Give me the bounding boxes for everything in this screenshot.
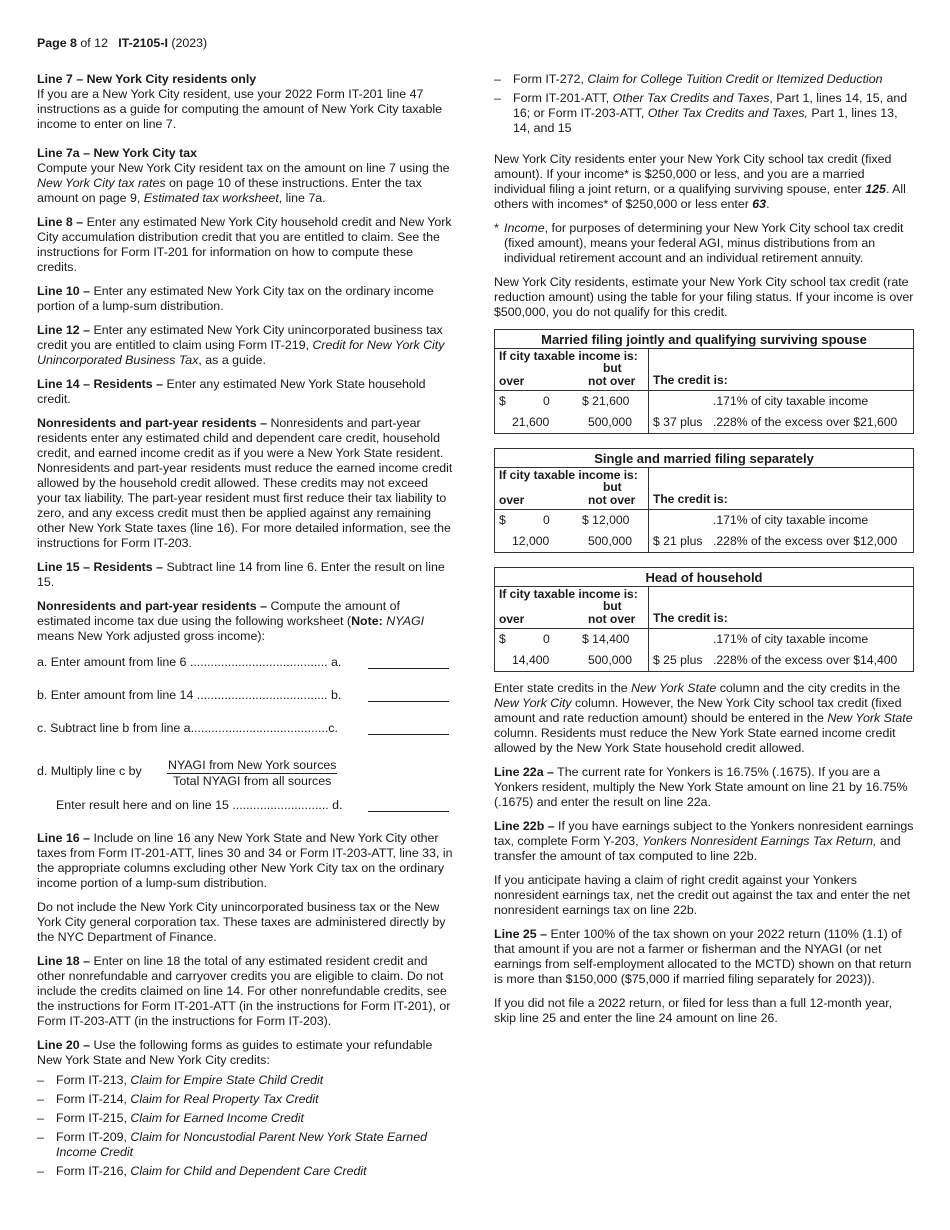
line10-section xyxy=(37,284,455,314)
line7a-italic: Estimated tax worksheet xyxy=(143,191,279,205)
line8-label: Line 8 – xyxy=(37,215,84,229)
footnote-body: , for purposes of determining your New York City school tax credit (fixed amount), means your federal AGI, minus distributions from an individual retirement account and an individual retirement annuity. xyxy=(504,221,904,265)
header-not-over: not over xyxy=(588,493,636,507)
nonresident-worksheet-intro xyxy=(37,599,455,644)
page-of: of 12 xyxy=(76,36,108,50)
page-label: Page 8 xyxy=(37,36,77,50)
cell-not-over: $ 21,600 xyxy=(582,394,630,408)
school-credit-rate: New York City residents, estimate your New York City school tax credit (rate reduction amount) using the table for your filing status. If your income is over $500,000, you do not qualify for this credit. xyxy=(494,275,914,319)
line20-label: Line 20 – xyxy=(37,1038,91,1052)
table-credit-cell xyxy=(649,629,914,672)
line16-note: Do not include the New York City unincorporated business tax or the New York City general corporation tax. These taxes are administered directly by the NYC Department of Finance. xyxy=(37,900,446,944)
line15-label: Line 15 – Residents – xyxy=(37,560,164,574)
form-number: Form IT-214, xyxy=(56,1092,131,1106)
line7a-italic: New York City tax rates xyxy=(37,176,166,190)
worksheet-row-b xyxy=(37,688,455,721)
form-title: Claim for College Tuition Credit or Itemized Deduction xyxy=(587,72,883,86)
no-return-note: If you did not file a 2022 return, or filed for less than a full 12-month year, skip line 25 and enter the line 24 amount on line 26. xyxy=(494,996,893,1025)
line22b-label: Line 22b – xyxy=(494,819,555,833)
footnote-italic: Income xyxy=(504,221,545,235)
cell-credit: .228% of the excess over $12,000 xyxy=(713,534,898,548)
nyagi-fraction xyxy=(167,758,337,789)
line18-section xyxy=(37,954,455,1029)
form-year: (2023) xyxy=(167,36,208,50)
list-item: – Form IT-209, Claim for Noncustodial Parent New York State Earned Income Credit xyxy=(37,1130,427,1159)
right-column xyxy=(494,72,914,1035)
table-credit-cell xyxy=(649,510,914,553)
form-number: Form IT-215, xyxy=(56,1111,131,1125)
cell-dollar: $ xyxy=(499,632,506,646)
header-but: but xyxy=(603,480,622,494)
line22b-body: If you have earnings subject to the Yonkers nonresident earnings tax, complete Form Y-203, xyxy=(494,819,914,848)
form-title: Claim for Noncustodial Parent New York State Earned Income Credit xyxy=(56,1130,427,1159)
fraction-denominator: Total NYAGI from all sources xyxy=(173,774,332,788)
school-amount: 63 xyxy=(752,197,767,211)
list-item: – Form IT-216, Claim for Child and Dependent Care Credit xyxy=(37,1164,367,1178)
form-number: Form IT-272, xyxy=(513,72,588,86)
form-number: Form IT-213, xyxy=(56,1073,131,1087)
cell-dollar: $ xyxy=(499,394,506,408)
line16-label: Line 16 – xyxy=(37,831,91,845)
form-title: Other Tax Credits and Taxes xyxy=(612,91,770,105)
form-number: Form IT-209, xyxy=(56,1130,131,1144)
cell-over: 0 xyxy=(543,513,550,527)
cell-over: 21,600 xyxy=(512,415,550,429)
form-text: Part 1, lines 13, 14, and 15 xyxy=(513,106,898,135)
cell-over: 12,000 xyxy=(512,534,550,548)
line22a-body: The current rate for Yonkers is 16.75% (.1675). If you are a Yonkers resident, multiply the New York State amount on line 21 by 16.75% (.1675) and enter the result on line 22a. xyxy=(494,765,908,809)
line20-section xyxy=(37,1038,455,1068)
line7a-text: on page 10 of these instructions. Enter the tax amount on page 9, xyxy=(37,176,422,205)
header-if: If city taxable income is: xyxy=(499,349,638,363)
line12-section xyxy=(37,323,455,368)
line14-section xyxy=(37,377,455,407)
line16-section xyxy=(37,831,455,891)
cell-amount: $ 25 plus xyxy=(653,653,703,667)
line22b-section xyxy=(494,819,914,864)
cell-not-over: 500,000 xyxy=(588,534,633,548)
line14-label: Line 14 – Residents – xyxy=(37,377,164,391)
worksheet-a-blank[interactable] xyxy=(368,668,449,669)
cell-not-over: $ 14,400 xyxy=(582,632,630,646)
list-item: – Form IT-215, Claim for Earned Income Credit xyxy=(37,1111,304,1125)
worksheet-d-blank[interactable] xyxy=(368,811,449,812)
worksheet-a-label: a. Enter amount from line 6 ........................................ a. xyxy=(37,655,342,669)
form-title: Claim for Empire State Child Credit xyxy=(130,1073,324,1087)
cell-credit: .228% of the excess over $14,400 xyxy=(713,653,898,667)
worksheet-row-c xyxy=(37,721,455,754)
nonresident-credit-section xyxy=(37,416,455,551)
cell-amount: $ 21 plus xyxy=(653,534,703,548)
table-header-credit: The credit is: xyxy=(649,587,914,629)
line7a-title: Line 7a – New York City tax xyxy=(37,146,197,160)
form-text: , Part 1, lines 14, 15, and 16; or Form IT-203-ATT, xyxy=(513,91,908,120)
header-but: but xyxy=(603,361,622,375)
nyagi-italic: NYAGI xyxy=(386,614,425,628)
state-city-credits xyxy=(494,681,914,756)
table-header-credit: The credit is: xyxy=(649,349,914,391)
nonresident-label: Nonresidents and part-year residents – xyxy=(37,599,267,613)
header-if: If city taxable income is: xyxy=(499,468,638,482)
line15-section xyxy=(37,560,455,590)
line7a-text: Compute your New York City resident tax on the amount on line 7 using the xyxy=(37,161,450,175)
worksheet-b-label: b. Enter amount from line 14 ...................................... b. xyxy=(37,688,342,702)
worksheet-c-blank[interactable] xyxy=(368,734,449,735)
line18-label: Line 18 – xyxy=(37,954,91,968)
state-text: column. Residents must reduce the New York State earned income credit allowed by the New York State household credit allowed. xyxy=(494,726,896,755)
line8-section xyxy=(37,215,455,275)
worksheet-row-d xyxy=(37,758,455,796)
cell-over: 0 xyxy=(543,394,550,408)
header-not-over: not over xyxy=(588,612,636,626)
cell-not-over: 500,000 xyxy=(588,415,633,429)
table-row xyxy=(495,391,649,434)
line7a-section xyxy=(37,146,455,206)
cell-credit: .171% of city taxable income xyxy=(713,513,869,527)
cell-credit: .171% of city taxable income xyxy=(713,632,869,646)
nonresident-body: Compute the amount of estimated income tax due using the following worksheet ( xyxy=(37,599,400,628)
line20-body: Use the following forms as guides to estimate your refundable New York State and New York City credits: xyxy=(37,1038,433,1067)
cell-not-over: $ 12,000 xyxy=(582,513,630,527)
line12-italic: Credit for New York City Unincorporated Business Tax xyxy=(37,338,445,367)
form-title: Other Tax Credits and Taxes, xyxy=(647,106,808,120)
state-italic: New York City xyxy=(494,696,572,710)
credit-table-single xyxy=(494,448,914,553)
nonresident-body: Nonresidents and part-year residents enter any estimated child and dependent care credit, household credit, and earned income credit as if you were a New York State resident. Nonresidents and part-year residents must reduce the earned income credit allowed by the household credit allowed. These credits may not exceed your tax liability. The part-year resident must first reduce their tax liability to zero, and any excess credit must then be applied against any remaining other New York State taxes (line 16). For more detailed information, see the instructions for Form IT-203. xyxy=(37,416,453,550)
table-header-income xyxy=(495,349,649,391)
line25-body: Enter 100% of the tax shown on your 2022 return (110% (1.1) of that amount if you are not a farmer or fisherman and the NYAGI (or net earnings from self-employment allocated to the MCTD) shown on that return is more than $150,000 ($75,000 if married filing separately for 2023)). xyxy=(494,927,912,986)
cell-dollar: $ xyxy=(499,513,506,527)
line12-end: , as a guide. xyxy=(198,353,266,367)
worksheet-result-label: Enter result here and on line 15 ............................ d. xyxy=(56,798,343,812)
form-number: Form IT-201-ATT, xyxy=(513,91,613,105)
line10-body: Enter any estimated New York City tax on the ordinary income portion of a lump-sum distribution. xyxy=(37,284,434,313)
cell-over: 0 xyxy=(543,632,550,646)
school-text: New York City residents enter your New York City school tax credit (fixed amount). If your income* is $250,000 or less, and you are a married individual filing a joint return, or a qualifying surviving spouse, enter xyxy=(494,152,892,196)
line12-label: Line 12 – xyxy=(37,323,91,337)
table-row xyxy=(495,510,649,553)
form-id: IT-2105-I xyxy=(118,36,168,50)
page-header xyxy=(37,36,207,51)
table-credit-cell xyxy=(649,391,914,434)
line22a-section xyxy=(494,765,914,810)
income-footnote: * Income, for purposes of determining your New York City school tax credit (fixed amount), means your federal AGI, minus distributions from an individual retirement account and an individual retirement annuity. xyxy=(494,221,904,265)
line22b-italic: Yonkers Nonresident Earnings Tax Return, xyxy=(642,834,877,848)
school-amount: 125 xyxy=(865,182,886,196)
line15-body: Subtract line 14 from line 6. Enter the result on line 15. xyxy=(37,560,445,589)
cell-not-over: 500,000 xyxy=(588,653,633,667)
worksheet xyxy=(37,655,455,831)
header-if: If city taxable income is: xyxy=(499,587,638,601)
table-title: Married filing jointly and qualifying surviving spouse xyxy=(495,330,914,349)
line7a-text: , line 7a. xyxy=(278,191,326,205)
nonresident-end: means New York adjusted gross income): xyxy=(37,629,265,643)
state-text: column and the city credits in the xyxy=(716,681,901,695)
line16-body: Include on line 16 any New York State and New York City other taxes from Form IT-201-ATT, lines 30 and 34 or Form IT-203-ATT, line 33, in the appropriate columns excluding other New York City tax on the ordinary income portion of a lump-sum distribution. xyxy=(37,831,453,890)
line25-label: Line 25 – xyxy=(494,927,548,941)
line10-label: Line 10 – xyxy=(37,284,91,298)
line7-title: Line 7 – New York City residents only xyxy=(37,72,257,86)
list-item: – Form IT-214, Claim for Real Property Tax Credit xyxy=(37,1092,319,1106)
header-not-over: not over xyxy=(588,374,636,388)
form-title: Claim for Child and Dependent Care Credit xyxy=(130,1164,367,1178)
list-item: – Form IT-213, Claim for Empire State Child Credit xyxy=(37,1073,324,1087)
line22b-end: and transfer the amount of tax computed to line 22b. xyxy=(494,834,901,863)
worksheet-row-result xyxy=(37,798,455,831)
state-text: Enter state credits in the xyxy=(494,681,632,695)
school-text: . xyxy=(766,197,770,211)
left-column xyxy=(37,72,455,1183)
claim-of-right: If you anticipate having a claim of right credit against your Yonkers nonresident earnings tax, net the credit out against the tax and enter the net nonresident earnings tax on line 22b. xyxy=(494,873,911,917)
table-header-income xyxy=(495,587,649,629)
cell-over: 14,400 xyxy=(512,653,550,667)
table-title: Single and married filing separately xyxy=(495,449,914,468)
worksheet-b-blank[interactable] xyxy=(368,701,449,702)
cell-credit: .228% of the excess over $21,600 xyxy=(713,415,898,429)
note-label: Note: xyxy=(351,614,383,628)
line8-body: Enter any estimated New York City household credit and New York City accumulation distribution credit that you are entitled to claim. See the instructions for Form IT-201 for information on how to compute these credits. xyxy=(37,215,452,274)
header-over: over xyxy=(499,493,525,507)
school-text: . All others with incomes* of $250,000 or less enter xyxy=(494,182,906,211)
table-row xyxy=(495,629,649,672)
line7-section xyxy=(37,72,455,132)
cell-credit: .171% of city taxable income xyxy=(713,394,869,408)
worksheet-d-label: d. Multiply line c by xyxy=(37,764,142,778)
school-credit-fixed xyxy=(494,152,914,212)
table-header-income xyxy=(495,468,649,510)
credit-table-married xyxy=(494,329,914,434)
line12-body: Enter any estimated New York City unincorporated business tax credit you are entitled to claim using Form IT-219, xyxy=(37,323,443,352)
state-italic: New York State xyxy=(631,681,717,695)
line18-body: Enter on line 18 the total of any estimated resident credit and other nonrefundable and carryover credits you are eligible to claim. Do not include the credits claimed on line 14. For other nonrefundable credits, see the instructions for Form IT-201-ATT (in the instructions for Form IT-201), or Form IT-203-ATT (in the instructions for Form IT-203). xyxy=(37,954,451,1028)
table-title: Head of household xyxy=(495,568,914,587)
list-item: – Form IT-272, Claim for College Tuition Credit or Itemized Deduction xyxy=(494,72,883,86)
header-over: over xyxy=(499,612,525,626)
nonresident-label: Nonresidents and part-year residents – xyxy=(37,416,267,430)
cell-amount: $ 37 plus xyxy=(653,415,703,429)
worksheet-c-label: c. Subtract line b from line a........................................c. xyxy=(37,721,338,735)
line14-body: Enter any estimated New York State household credit. xyxy=(37,377,426,406)
line25-section xyxy=(494,927,914,987)
line22a-label: Line 22a – xyxy=(494,765,554,779)
header-but: but xyxy=(603,599,622,613)
state-text: column. However, the New York City school tax credit (fixed amount and rate reduction amount) should be entered in the xyxy=(494,696,902,725)
credit-table-head-of-household xyxy=(494,567,914,672)
worksheet-row-a xyxy=(37,655,455,688)
table-header-credit: The credit is: xyxy=(649,468,914,510)
form-title: Claim for Earned Income Credit xyxy=(130,1111,304,1125)
refundable-forms-list xyxy=(37,1073,455,1179)
header-over: over xyxy=(499,374,525,388)
state-italic: New York State xyxy=(827,711,913,725)
fraction-numerator: NYAGI from New York sources xyxy=(168,758,337,772)
list-item: – Form IT-201-ATT, Other Tax Credits and Taxes, Part 1, lines 14, 15, and 16; or Form IT-203-ATT, Other Tax Credits and Taxes, Part 1, lines 13, 14, and 15 xyxy=(494,91,908,135)
line7-body: If you are a New York City resident, use your 2022 Form IT-201 line 47 instructions as a guide for computing the amount of New York City taxable income to enter on line 7. xyxy=(37,87,442,131)
form-title: Claim for Real Property Tax Credit xyxy=(130,1092,319,1106)
form-number: Form IT-216, xyxy=(56,1164,131,1178)
